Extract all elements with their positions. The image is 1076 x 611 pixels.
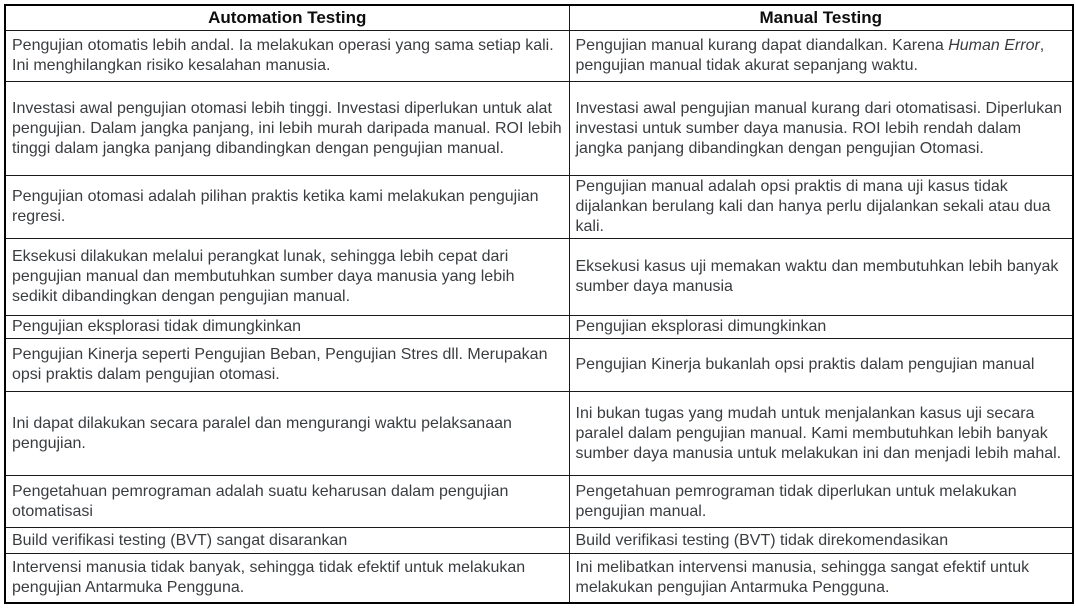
cell-automation: Pengetahuan pemrograman adalah suatu keharusan dalam pengujian otomatisasi	[5, 476, 569, 528]
cell-manual: Pengujian eksplorasi dimungkinkan	[569, 316, 1073, 339]
table-row	[5, 528, 1073, 554]
table-row	[5, 31, 1073, 82]
table-row	[5, 392, 1073, 476]
cell-manual: Pengujian Kinerja bukanlah opsi praktis dalam pengujian manual	[569, 339, 1073, 392]
cell-manual: Eksekusi kasus uji memakan waktu dan membutuhkan lebih banyak sumber daya manusia	[569, 239, 1073, 316]
table-row	[5, 82, 1073, 176]
cell-manual	[569, 31, 1073, 82]
cell-manual: Ini melibatkan intervensi manusia, sehingga sangat efektif untuk melakukan pengujian Antarmuka Pengguna.	[569, 554, 1073, 603]
cell-manual: Ini bukan tugas yang mudah untuk menjalankan kasus uji secara paralel dalam pengujian manual. Kami membutuhkan lebih banyak sumber daya manusia untuk melakukan ini dan menjadi lebih mahal.	[569, 392, 1073, 476]
comparison-table	[4, 4, 1074, 604]
cell-manual: Pengujian manual adalah opsi praktis di mana uji kasus tidak dijalankan berulang kali dan hanya perlu dijalankan sekali atau dua kali.	[569, 176, 1073, 239]
text-segment: , pengujian manual tidak akurat sepanjang waktu.	[575, 37, 1045, 74]
table-row	[5, 176, 1073, 239]
table-row	[5, 339, 1073, 392]
italic-text-segment: Human Error	[948, 37, 1040, 54]
column-header-manual: Manual Testing	[569, 5, 1073, 31]
cell-automation: Pengujian Kinerja seperti Pengujian Beban, Pengujian Stres dll. Merupakan opsi praktis dalam pengujian otomasi.	[5, 339, 569, 392]
table-header-row	[5, 5, 1073, 31]
cell-automation: Build verifikasi testing (BVT) sangat disarankan	[5, 528, 569, 554]
cell-manual: Investasi awal pengujian manual kurang dari otomatisasi. Diperlukan investasi untuk sumber daya manusia. ROI lebih rendah dalam jangka panjang dibandingkan dengan pengujian Otomasi.	[569, 82, 1073, 176]
cell-automation: Pengujian eksplorasi tidak dimungkinkan	[5, 316, 569, 339]
table-row	[5, 476, 1073, 528]
cell-manual: Pengetahuan pemrograman tidak diperlukan untuk melakukan pengujian manual.	[569, 476, 1073, 528]
cell-automation: Investasi awal pengujian otomasi lebih tinggi. Investasi diperlukan untuk alat pengujian. Dalam jangka panjang, ini lebih murah daripada manual. ROI lebih tinggi dalam jangka panjang dibandingkan dengan pengujian manual.	[5, 82, 569, 176]
table-row	[5, 554, 1073, 603]
cell-automation: Eksekusi dilakukan melalui perangkat lunak, sehingga lebih cepat dari pengujian manual dan membutuhkan sumber daya manusia yang lebih sedikit dibandingkan dengan pengujian manual.	[5, 239, 569, 316]
table-row	[5, 316, 1073, 339]
cell-automation: Pengujian otomatis lebih andal. Ia melakukan operasi yang sama setiap kali. Ini menghilangkan risiko kesalahan manusia.	[5, 31, 569, 82]
text-segment: Pengujian manual kurang dapat diandalkan. Karena	[575, 37, 949, 54]
column-header-automation: Automation Testing	[5, 5, 569, 31]
cell-automation: Pengujian otomasi adalah pilihan praktis ketika kami melakukan pengujian regresi.	[5, 176, 569, 239]
cell-manual: Build verifikasi testing (BVT) tidak direkomendasikan	[569, 528, 1073, 554]
cell-automation: Intervensi manusia tidak banyak, sehingga tidak efektif untuk melakukan pengujian Antarmuka Pengguna.	[5, 554, 569, 603]
table-row	[5, 239, 1073, 316]
cell-automation: Ini dapat dilakukan secara paralel dan mengurangi waktu pelaksanaan pengujian.	[5, 392, 569, 476]
